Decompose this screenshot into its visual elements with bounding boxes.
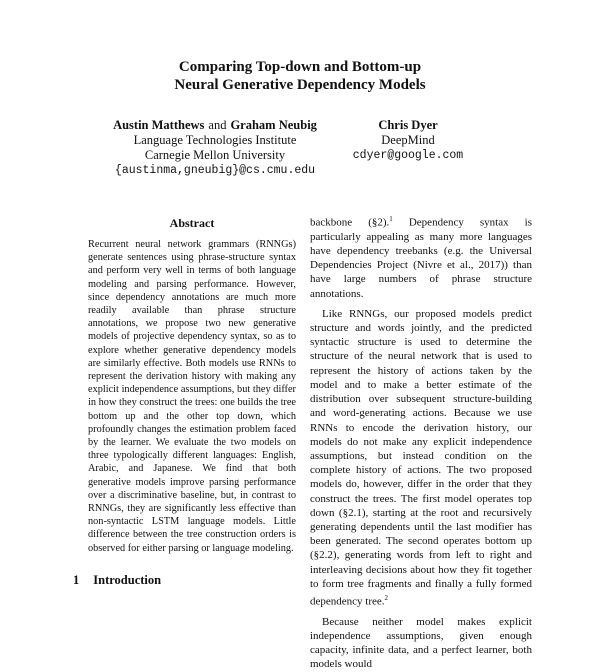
author-email: {austinma,gneubig}@cs.cmu.edu	[114, 164, 316, 177]
footnote-marker-1: 1	[389, 215, 393, 223]
author-names	[90, 118, 340, 133]
affiliation-line-2: Carnegie Mellon University	[144, 148, 286, 162]
right-para1-rest: Dependency syntax is particularly appealing as many more languages have dependency treebanks (e.g. the Universal Dependencies Project (Nivre et al., 2017)) than have large numbers of phrase structure annotations.	[310, 216, 533, 300]
section-heading-introduction	[73, 573, 161, 588]
section-title: Introduction	[93, 573, 162, 587]
author-name-3: Chris Dyer	[378, 118, 438, 132]
abstract-body	[88, 238, 296, 555]
author-name-1: Austin Matthews	[113, 118, 205, 132]
author-conjunction: and	[208, 118, 227, 132]
paper-title	[0, 58, 600, 94]
right-para1-start: backbone (§2).	[310, 216, 390, 229]
title-line-1: Comparing Top-down and Bottom-up	[178, 59, 422, 75]
footnote-marker-2: 2	[384, 593, 389, 602]
author-block-deepmind	[318, 118, 498, 163]
right-para2-text: Like RNNGs, our proposed models predict structure and words jointly, and the predicted syntactic structure is used to determine the structure of the neural network that is used to represent the history of actions taken by the model and to make a better estimate of the distribution over subsequent structure-building and word-generating actions. Because we use RNNs to encode the derivation history, our models do not make any explicit independence assumptions, but instead condition on the complete history of actions. The two proposed models do, however, differ in the order that they construct the trees. The first model operates top down (§2.1), starting at the root and recursively generating dependents until the last modifier has been generated. The second operates bottom up (§2.2), generating words from left to right and interleaving decisions about how they fit together to form tree fragments and finally a fully formed dependency tree.	[310, 307, 532, 608]
affiliation-line-1: Language Technologies Institute	[133, 133, 297, 147]
right-paragraph-2	[310, 307, 532, 609]
author-email-2: cdyer@google.com	[352, 149, 464, 162]
author-block-cmu	[90, 118, 340, 178]
title-line-2: Neural Generative Dependency Models	[174, 77, 426, 93]
abstract-text: Recurrent neural network grammars (RNNGs) generate sentences using phrase-structure syntax and perform very well in terms of both language modeling and parsing performance. However, since dependency annotations are much more readily available than phrase structure annotations, we propose two new generative models of projective dependency syntax, so as to explore whether generative dependency models are similarly effective. Both models use RNNs to represent the derivation history with making any explicit independence assumptions, but they differ in how they construct the trees: one builds the tree bottom up and the other top down, which profoundly changes the estimation problem faced by the learner. We evaluate the two models on three typologically different languages: English, Arabic, and Japanese. We find that both generative models improve parsing performance over a discriminative baseline, but, in contrast to RNNGs, they are significantly less effective than non-syntactic LSTM language models. Little difference between the tree construction orders is observed for either parsing or language modeling.	[88, 239, 296, 554]
right-paragraph-1	[310, 212, 532, 301]
right-paragraph-3: Because neither model makes explicit independence assumptions, given enough capacity, infinite data, and a perfect learner, both models would	[310, 615, 532, 671]
abstract-heading: Abstract	[169, 216, 215, 230]
author-name-2: Graham Neubig	[230, 118, 317, 132]
affiliation-deepmind: DeepMind	[381, 133, 435, 147]
section-number: 1	[73, 573, 80, 587]
right-column-body	[310, 212, 532, 672]
